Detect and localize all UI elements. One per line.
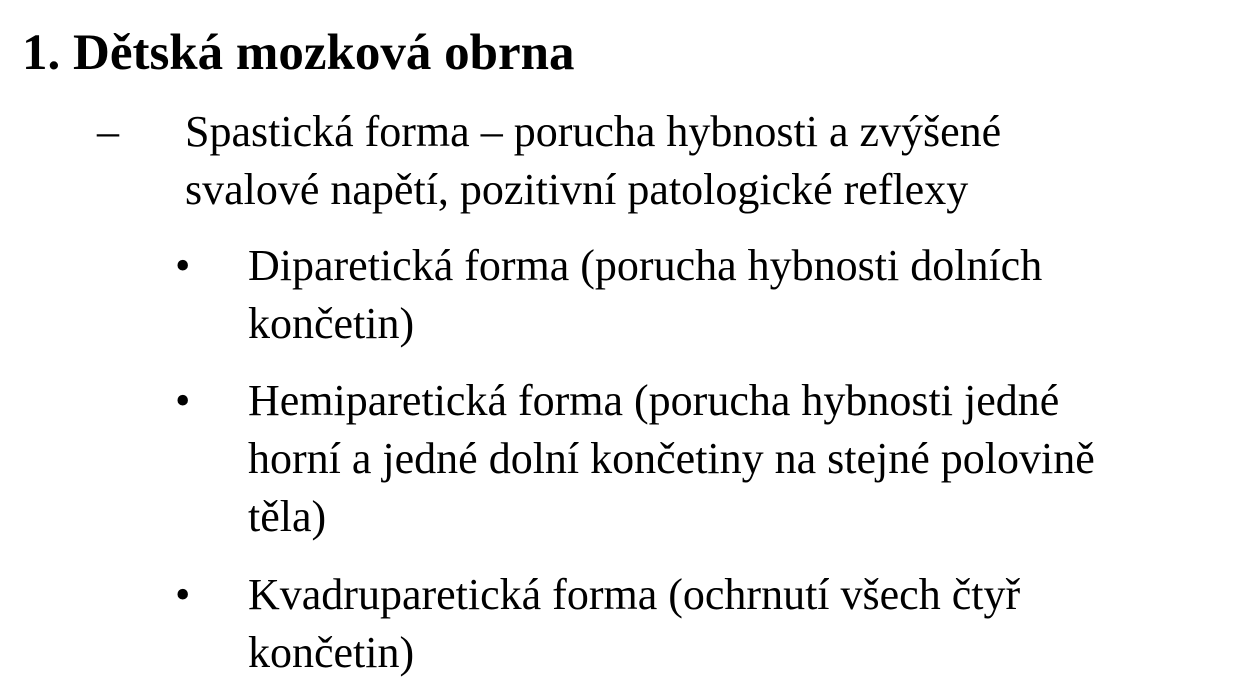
bullet-line: Diparetická forma (porucha hybnosti dolních: [248, 241, 1043, 290]
slide-title: 1. Dětská mozková obrna: [22, 25, 575, 81]
sub-bullet-quadriparetic: [175, 566, 1021, 682]
bullet-line: Kvadruparetická forma (ochrnutí všech čtyř: [248, 570, 1021, 619]
bullet-line: končetin): [248, 299, 415, 348]
bullet-marker: •: [175, 376, 191, 425]
bullet-line: Spastická forma – porucha hybnosti a zvýšené: [185, 107, 1002, 156]
bullet-spastic-form: [97, 103, 1002, 219]
bullet-marker: •: [175, 241, 191, 290]
bullet-line: těla): [248, 492, 327, 541]
bullet-marker: •: [175, 570, 191, 619]
sub-bullet-hemiparetic: [175, 372, 1095, 546]
sub-bullet-diparetic: [175, 237, 1043, 353]
bullet-line: Hemiparetická forma (porucha hybnosti jedné: [248, 376, 1060, 425]
bullet-line: horní a jedné dolní končetiny na stejné polovině: [248, 434, 1095, 483]
dash-marker: –: [97, 107, 119, 156]
bullet-line: svalové napětí, pozitivní patologické reflexy: [185, 165, 969, 214]
bullet-line: končetin): [248, 628, 415, 677]
